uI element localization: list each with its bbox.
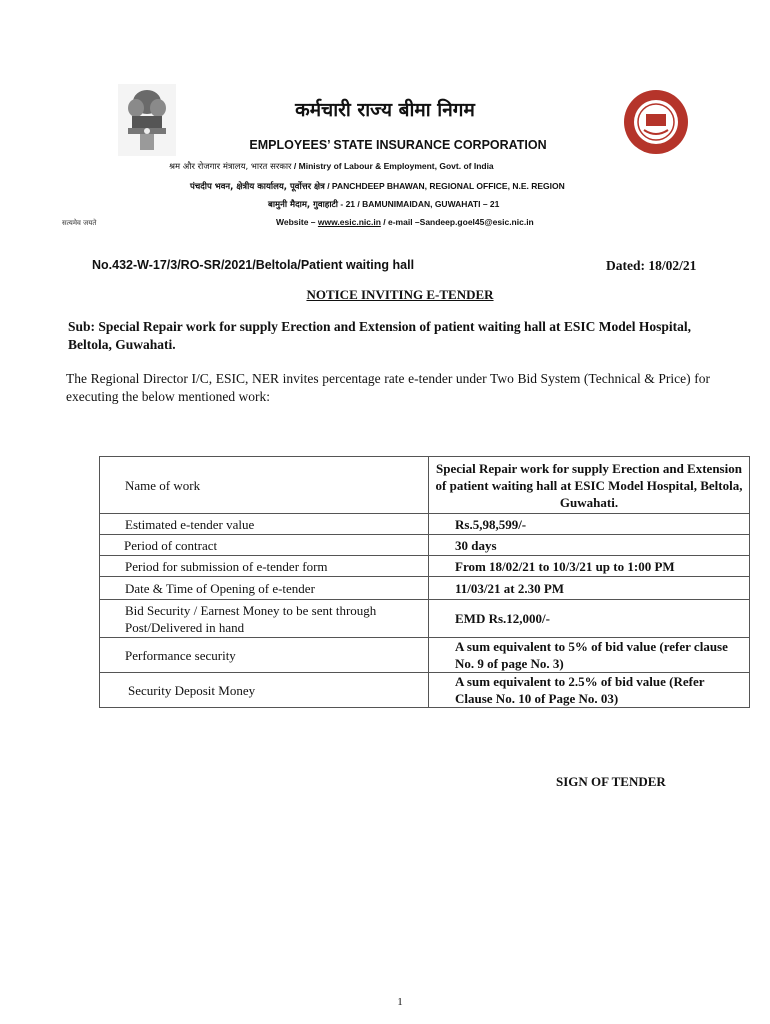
table-row [100, 577, 750, 600]
reference-number: No.432-W-17/3/RO-SR/2021/Beltola/Patient waiting hall [92, 258, 415, 272]
table-row [100, 600, 750, 638]
website-label: Website – [276, 217, 316, 227]
row-label: Estimated e-tender value [100, 514, 429, 535]
notice-title: NOTICE INVITING E-TENDER [306, 287, 494, 302]
email-text: / e-mail –Sandeep.goel45@esic.nic.in [383, 217, 534, 227]
contact-line [276, 217, 534, 227]
row-label: Period of contract [100, 535, 429, 556]
row-value: From 18/02/21 to 10/3/21 up to 1:00 PM [429, 556, 750, 577]
office-english: / PANCHDEEP BHAWAN, REGIONAL OFFICE, N.E. REGION [327, 181, 565, 191]
row-value: EMD Rs.12,000/- [429, 600, 750, 638]
address-hindi: बामुनी मैदाम, गुवाहाटी [268, 200, 338, 210]
row-label: Period for submission of e-tender form [100, 556, 429, 577]
address-english: - 21 / BAMUNIMAIDAN, GUWAHATI – 21 [340, 199, 500, 209]
address-line [268, 199, 499, 210]
ministry-line [169, 161, 494, 172]
row-label: Bid Security / Earnest Money to be sent through Post/Delivered in hand [100, 600, 429, 638]
table-row [100, 673, 750, 708]
row-label: Name of work [100, 457, 429, 514]
row-label: Security Deposit Money [100, 673, 429, 708]
row-value: 30 days [429, 535, 750, 556]
dated: Dated: 18/02/21 [606, 258, 697, 273]
signature-label: SIGN OF TENDER [556, 774, 666, 789]
subject: Sub: Special Repair work for supply Erection and Extension of patient waiting hall at ESIC Model Hospital, Beltola, Guwahati. [68, 319, 691, 352]
row-value: 11/03/21 at 2.30 PM [429, 577, 750, 600]
row-value: Rs.5,98,599/- [429, 514, 750, 535]
website-link[interactable]: www.esic.nic.in [317, 217, 381, 227]
page-number: 1 [397, 996, 403, 1008]
row-label: Performance security [100, 638, 429, 673]
motto: सत्यमेव जयते [62, 219, 97, 227]
office-hindi: पंचदीप भवन, क्षेत्रीय कार्यालय, पूर्वोत्तर क्षेत्र [190, 182, 325, 192]
tender-details-table [99, 456, 750, 708]
table-row [100, 535, 750, 556]
row-value: Special Repair work for supply Erection and Extension of patient waiting hall at ESIC Model Hospital, Beltola, Guwahati. [429, 457, 750, 514]
row-label: Date & Time of Opening of e-tender [100, 577, 429, 600]
table-row [100, 638, 750, 673]
row-value: A sum equivalent to 5% of bid value (refer clause No. 9 of page No. 3) [429, 638, 750, 673]
office-line [190, 181, 565, 192]
intro-paragraph: The Regional Director I/C, ESIC, NER invites percentage rate e-tender under Two Bid System (Technical & Price) for executing the below mentioned work: [66, 371, 710, 404]
ministry-hindi: श्रम और रोजगार मंत्रालय, भारत सरकार [169, 162, 292, 172]
org-name-english: EMPLOYEES’ STATE INSURANCE CORPORATION [249, 138, 547, 152]
ministry-english: / Ministry of Labour & Employment, Govt. of India [293, 161, 494, 171]
table-row [100, 457, 750, 514]
table-row [100, 514, 750, 535]
table-row [100, 556, 750, 577]
row-value: A sum equivalent to 2.5% of bid value (Refer Clause No. 10 of Page No. 03) [429, 673, 750, 708]
org-name-hindi: कर्मचारी राज्य बीमा निगम [295, 99, 475, 121]
